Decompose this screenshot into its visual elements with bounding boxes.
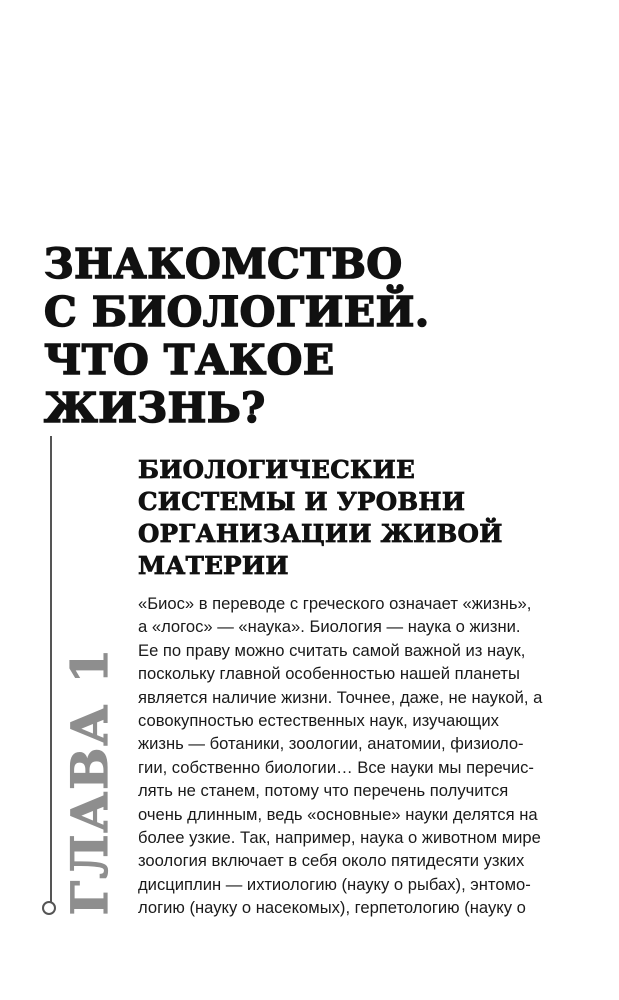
side-rule-circle-ornament	[42, 901, 56, 915]
body-line: гии, собственно биологии… Все науки мы перечис-	[138, 757, 534, 777]
chapter-title-line-2: С БИОЛОГИЕЙ.	[44, 288, 430, 336]
body-line: лять не станем, потому что перечень получится	[138, 781, 509, 801]
chapter-title-line-4: ЖИЗНЬ?	[44, 384, 266, 432]
body-line: очень длинным, ведь «основные» науки делятся на	[138, 804, 538, 824]
body-line: поскольку главной особенностью нашей планеты	[138, 664, 520, 684]
chapter-side-rule	[50, 436, 52, 903]
body-line: является наличие жизни. Точнее, даже, не наукой, а	[138, 687, 543, 707]
section-heading-line-3: ОРГАНИЗАЦИИ ЖИВОЙ	[138, 519, 503, 548]
body-line: а «логос» — «наука». Биология — наука о жизни.	[138, 617, 521, 637]
section-heading	[138, 454, 538, 582]
body-line: «Биос» в переводе с греческого означает «жизнь»,	[138, 594, 532, 613]
body-line: логию (науку о насекомых), герпетологию (науку о	[138, 898, 526, 918]
section-heading-line-4: МАТЕРИИ	[138, 551, 289, 580]
body-line: жизнь — ботаники, зоологии, анатомии, физиоло-	[138, 734, 524, 754]
chapter-title-line-3: ЧТО ТАКОЕ	[44, 336, 335, 384]
chapter-side-label-container	[60, 646, 119, 916]
section-heading-line-1: БИОЛОГИЧЕСКИЕ	[138, 455, 416, 484]
body-line: Ее по праву можно считать самой важной из наук,	[138, 640, 526, 660]
body-paragraph	[138, 592, 543, 920]
chapter-title	[44, 240, 464, 432]
body-line: более узкие. Так, например, наука о животном мире	[138, 828, 541, 848]
chapter-number-label: ГЛАВА 1	[60, 646, 119, 916]
body-line: совокупностью естественных наук, изучающих	[138, 711, 499, 731]
body-line: дисциплин — ихтиологию (науку о рыбах), энтомо-	[138, 874, 531, 894]
section-heading-line-2: СИСТЕМЫ И УРОВНИ	[138, 487, 466, 516]
body-line: зоология включает в себя около пятидесяти узких	[138, 851, 525, 871]
chapter-title-line-1: ЗНАКОМСТВО	[44, 240, 403, 288]
